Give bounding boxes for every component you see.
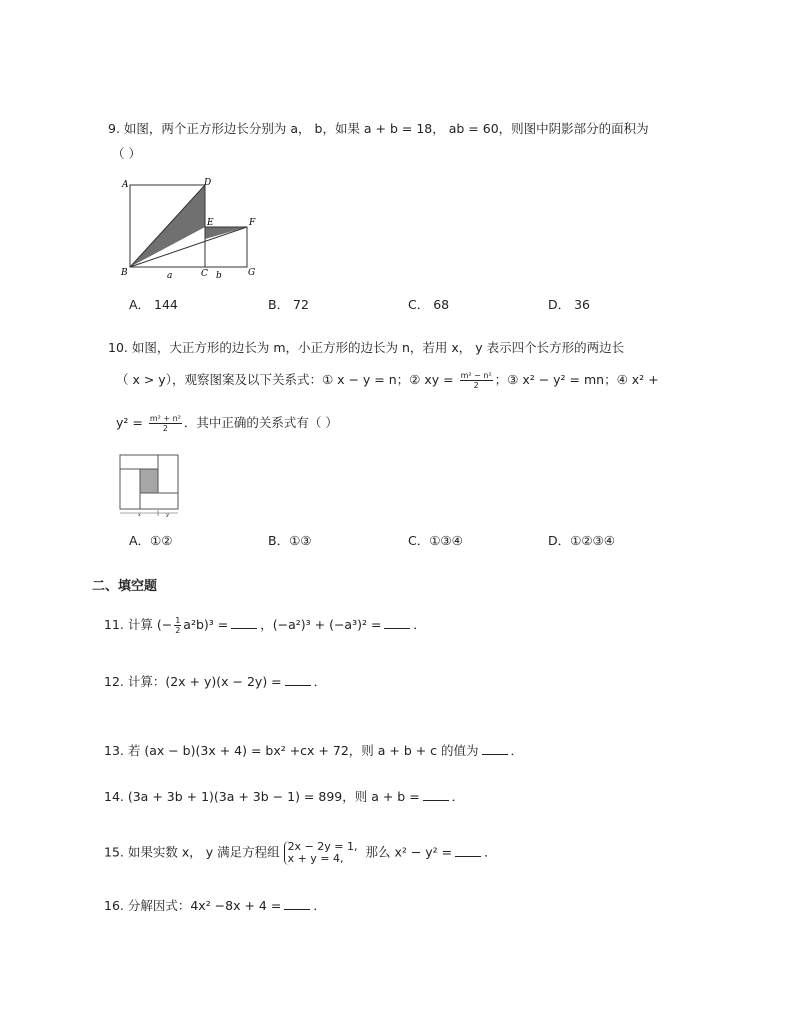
q10-fraction-2: $\frac{\text{m² + n²}}{2}$ (149, 414, 181, 433)
q11-blank-1[interactable] (231, 616, 257, 629)
q13-blank[interactable] (482, 742, 508, 755)
label-E: E (207, 218, 214, 228)
q14-blank[interactable] (423, 788, 449, 801)
q9-figure (118, 175, 268, 281)
label-a: a (167, 271, 173, 281)
q16-blank[interactable] (284, 897, 310, 910)
q10-option-d[interactable]: D．①②③④ (548, 533, 615, 548)
label-b: b (216, 271, 222, 281)
q10-option-c[interactable]: C．①③④ (408, 533, 463, 548)
q10-fraction-1: $\frac{\text{m² − n²}}{2}$ (460, 371, 492, 390)
q10-stem-line2: （ x > y），观察图案及以下关系式：① x − y = n；② xy = $\frac{\text{m² − n²}}{2}$ ；③ x² − y² = mn；④ x² + (116, 371, 659, 390)
label-B: B (121, 268, 128, 278)
q15-blank[interactable] (455, 844, 481, 857)
q9-stem-line2: （ ） (112, 146, 141, 161)
q10-option-b[interactable]: B．①③ (268, 533, 312, 548)
label-D: D (204, 178, 212, 188)
q12-stem: 12. 计算：(2x + y)(x − 2y) = ． (104, 674, 327, 689)
q11-fraction: $\frac{1}{2}$ (175, 616, 181, 635)
label-x: x (138, 512, 141, 517)
q10-option-a[interactable]: A．①② (129, 533, 173, 548)
q11-stem: 11. 计算 (− $\frac{1}{2}$ a²b)³ = ，(−a²)³ + (−a³)² = ． (104, 616, 426, 635)
q10-figure (118, 453, 180, 517)
q10-stem-line3: y² = $\frac{\text{m² + n²}}{2}$ ．其中正确的关系式有（ ） (116, 414, 338, 433)
label-F: F (249, 218, 256, 228)
q9-option-c[interactable]: C． 68 (408, 297, 450, 312)
q13-stem: 13. 若 (ax − b)(3x + 4) = bx² +cx + 72，则 a + b + c 的值为 ． (104, 743, 524, 758)
q11-blank-2[interactable] (384, 616, 410, 629)
q9-stem-line1: 9. 如图，两个正方形边长分别为 a， b，如果 a + b = 18， ab = 60，则图中阴影部分的面积为 (108, 121, 649, 136)
section-title-fill-blank: 二、填空题 (92, 579, 158, 594)
q14-stem: 14. (3a + 3b + 1)(3a + 3b − 1) = 899，则 a + b = ． (104, 789, 465, 804)
q12-blank[interactable] (285, 673, 311, 686)
label-G: G (248, 268, 256, 278)
q10-small-square (140, 469, 158, 493)
label-A: A (122, 180, 129, 190)
q9-option-a[interactable]: A． 144 (129, 297, 178, 312)
q15-equation-system: 2x − 2y = 1, x + y = 4, (284, 841, 358, 865)
label-C: C (201, 269, 208, 279)
q15-stem: 15. 如果实数 x， y 满足方程组 2x − 2y = 1, x + y = 4, 那么 x² − y² = ． (104, 840, 497, 865)
label-y: y (166, 512, 169, 517)
q16-stem: 16. 分解因式：4x² −8x + 4 = ． (104, 898, 326, 913)
q9-option-d[interactable]: D． 36 (548, 297, 591, 312)
q9-option-b[interactable]: B． 72 (268, 297, 309, 312)
q10-stem-line1: 10. 如图，大正方形的边长为 m，小正方形的边长为 n，若用 x， y 表示四个长方形的两边长 (108, 340, 625, 355)
